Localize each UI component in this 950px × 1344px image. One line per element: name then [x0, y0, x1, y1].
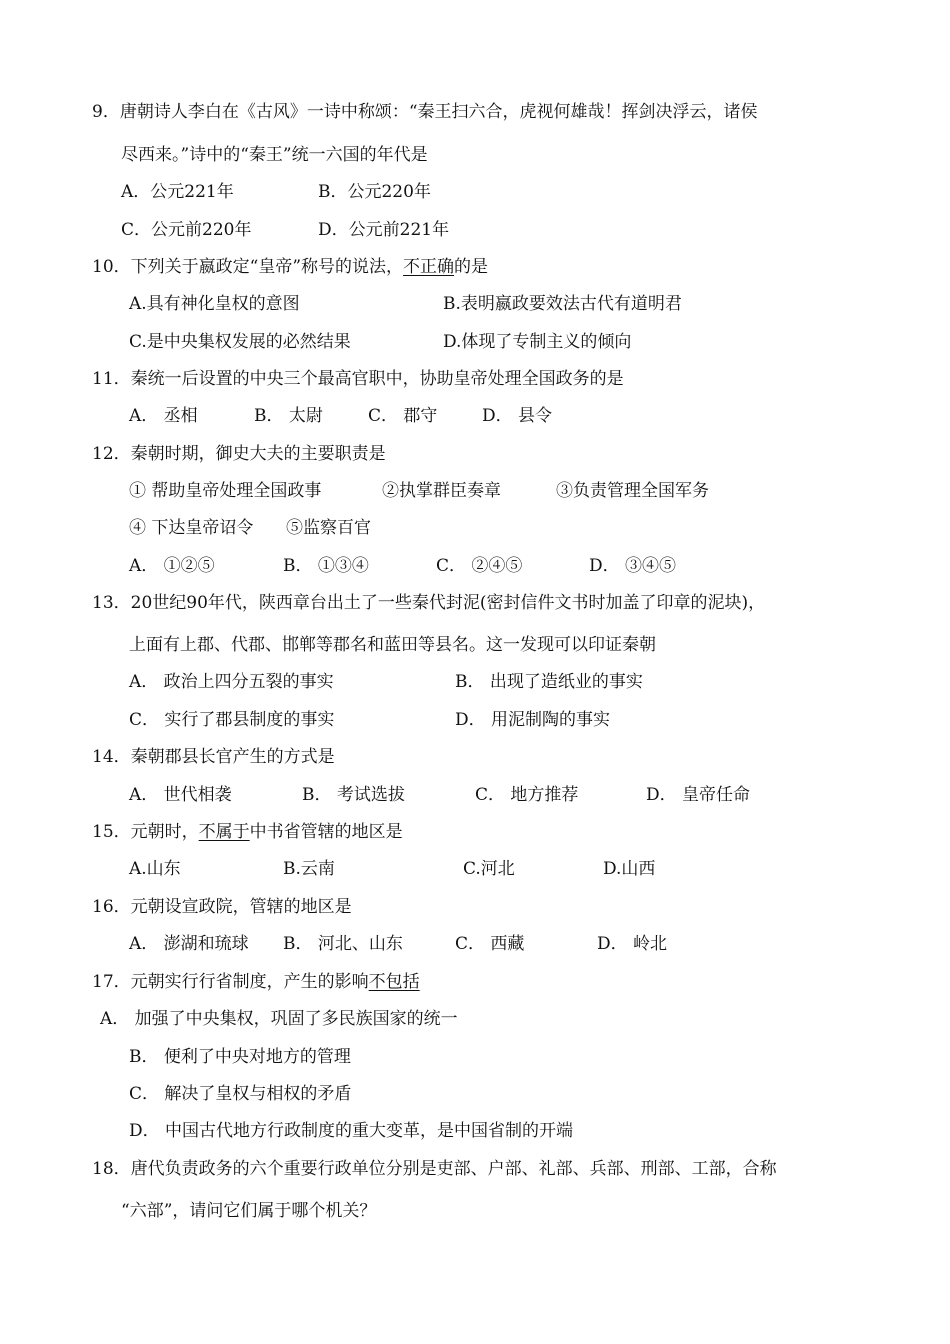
- question-16-stem: [92, 896, 352, 918]
- question-17-stem-text: 元朝实行行省制度，产生的影响: [130, 972, 369, 992]
- question-17-option-a: A． 加强了中央集权，巩固了多民族国家的统一: [100, 1009, 458, 1029]
- question-16-number: 16．: [92, 897, 131, 917]
- question-17-option-c: C． 解决了皇权与相权的矛盾: [129, 1084, 352, 1104]
- question-10-option-b: B.表明嬴政要效法古代有道明君: [443, 294, 682, 314]
- question-12-item-1: ① 帮助皇帝处理全国政事: [129, 481, 322, 501]
- question-15-option-c: C.河北: [463, 859, 515, 879]
- question-9-stem-line2: 尽西来。”诗中的“秦王”统一六国的年代是: [121, 145, 428, 165]
- question-17-option-b: B． 便利了中央对地方的管理: [129, 1047, 351, 1067]
- question-12-item-4: ④ 下达皇帝诏令: [129, 518, 254, 538]
- question-17-number: 17．: [92, 972, 131, 992]
- question-14-option-b: B． 考试选拔: [302, 785, 405, 805]
- question-16-option-a: A． 澎湖和琉球: [129, 934, 249, 954]
- question-15-stem-text: 元朝时，: [130, 822, 199, 842]
- question-13-option-c: C． 实行了郡县制度的事实: [129, 710, 335, 730]
- question-11-option-b: B． 太尉: [254, 406, 323, 426]
- question-9-stem: 唐朝诗人李白在《古风》一诗中称颂：“秦王扫六合，虎视何雄哉！挥剑决浮云，诸侯: [119, 102, 758, 122]
- question-11-option-d: D． 县令: [482, 406, 553, 426]
- question-11-number: 11．: [92, 369, 131, 389]
- question-14-option-a: A． 世代相袭: [129, 785, 232, 805]
- question-17-stem: [92, 971, 420, 993]
- question-13-option-b: B． 出现了造纸业的事实: [455, 672, 643, 692]
- question-12-option-b: B． ①③④: [283, 556, 369, 576]
- question-9-option-c: C．公元前220年: [121, 220, 252, 240]
- question-15-option-a: A.山东: [129, 859, 181, 879]
- question-12-stem: [92, 443, 386, 465]
- question-11-option-c: C． 郡守: [368, 406, 438, 426]
- question-10-stem-end: 的是: [454, 257, 489, 277]
- question-16-stem-text: 元朝设宣政院，管辖的地区是: [130, 897, 352, 917]
- question-15-number: 15．: [92, 822, 131, 842]
- question-13-stem-line1: [92, 592, 765, 614]
- question-18-number: 18．: [92, 1159, 131, 1179]
- question-13-option-a: A． 政治上四分五裂的事实: [129, 672, 334, 692]
- question-17-option-d: D． 中国古代地方行政制度的重大变革，是中国省制的开端: [129, 1121, 574, 1141]
- question-12-option-a: A． ①②⑤: [129, 556, 215, 576]
- question-12-option-d: D． ③④⑤: [589, 556, 677, 576]
- question-11-option-a: A． 丞相: [129, 406, 198, 426]
- question-13-number: 13．: [92, 593, 131, 613]
- question-10-option-c: C.是中央集权发展的必然结果: [129, 332, 351, 352]
- question-9-option-b: B．公元220年: [318, 182, 431, 202]
- question-10-stem-text: 下列关于嬴政定“皇帝”称号的说法，: [130, 257, 404, 277]
- question-15-option-b: B.云南: [283, 859, 335, 879]
- question-12-stem-text: 秦朝时期，御史大夫的主要职责是: [130, 444, 386, 464]
- question-10-option-a: A.具有神化皇权的意图: [129, 294, 300, 314]
- question-9-number: 9．: [92, 102, 120, 122]
- question-12-option-c: C． ②④⑤: [436, 556, 523, 576]
- question-10-stem: [92, 256, 488, 278]
- question-14-option-c: C． 地方推荐: [475, 785, 579, 805]
- question-18-stem-text: 唐代负责政务的六个重要行政单位分别是吏部、户部、礼部、兵部、刑部、工部，合称: [130, 1159, 777, 1179]
- question-15-stem: [92, 821, 403, 843]
- question-9-option-a: A．公元221年: [121, 182, 234, 202]
- question-12-item-5: ⑤监察百官: [286, 518, 371, 538]
- question-11-stem-text: 秦统一后设置的中央三个最高官职中，协助皇帝处理全国政务的是: [130, 369, 624, 389]
- question-10-number: 10．: [92, 257, 131, 277]
- question-18-stem-line1: [92, 1158, 777, 1180]
- question-16-option-c: C． 西藏: [455, 934, 525, 954]
- question-18-stem-line2: “六部”，请问它们属于哪个机关？: [121, 1201, 377, 1221]
- question-12-number: 12．: [92, 444, 131, 464]
- question-12-item-2: ②执掌群臣奏章: [382, 481, 501, 501]
- question-15-option-d: D.山西: [603, 859, 656, 879]
- question-13-stem-text: 20世纪90年代，陕西章台出土了一些秦代封泥(密封信件文书时加盖了印章的泥块)，: [130, 593, 766, 613]
- question-13-option-d: D． 用泥制陶的事实: [455, 710, 611, 730]
- question-10-option-d: D.体现了专制主义的倾向: [443, 332, 632, 352]
- question-12-item-3: ③负责管理全国军务: [556, 481, 709, 501]
- question-17-underlined-term: 不包括: [368, 972, 420, 992]
- question-9-stem-line1: [92, 101, 758, 123]
- question-14-number: 14．: [92, 747, 131, 767]
- question-15-stem-end: 中书省管辖的地区是: [249, 822, 403, 842]
- question-16-option-d: D． 岭北: [597, 934, 668, 954]
- question-14-option-d: D． 皇帝任命: [646, 785, 751, 805]
- question-14-stem-text: 秦朝郡县长官产生的方式是: [130, 747, 335, 767]
- question-10-underlined-term: 不正确: [403, 257, 455, 277]
- question-9-option-d: D．公元前221年: [318, 220, 450, 240]
- question-16-option-b: B． 河北、山东: [283, 934, 403, 954]
- question-13-stem-line2: 上面有上郡、代郡、邯郸等郡名和蓝田等县名。这一发现可以印证秦朝: [129, 635, 656, 655]
- question-11-stem: [92, 368, 624, 390]
- question-15-underlined-term: 不属于: [198, 822, 250, 842]
- question-14-stem: [92, 746, 335, 768]
